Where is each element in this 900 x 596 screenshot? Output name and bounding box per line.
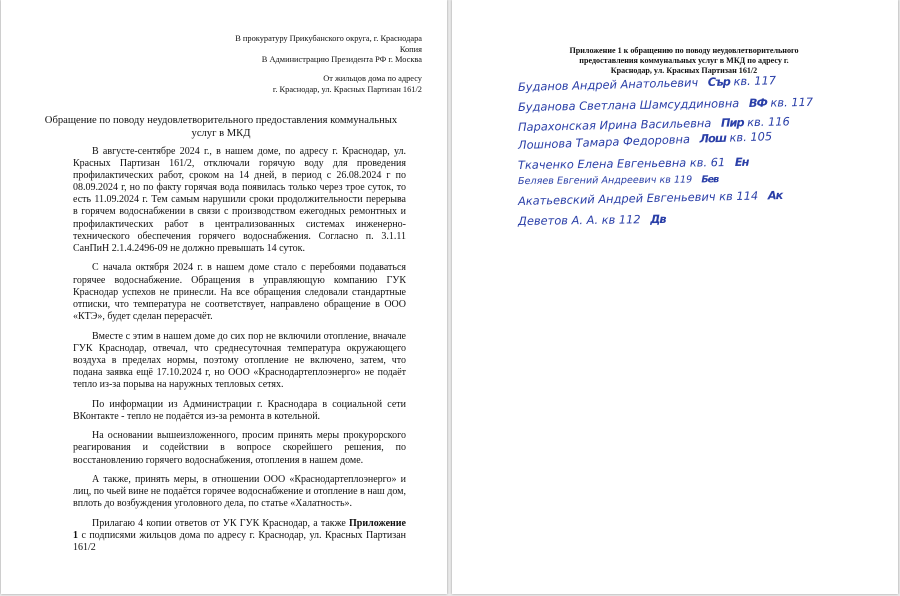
addressee-line: В Администрацию Президента РФ г. Москва <box>261 55 422 65</box>
signer-apartment: кв. 116 <box>747 114 790 130</box>
signer-apartment: кв 112 <box>601 212 641 227</box>
signature-mark: Лош <box>699 130 727 146</box>
letter-page <box>1 0 447 594</box>
sender-line: г. Краснодар, ул. Красных Партизан 161/2 <box>272 84 422 94</box>
signer-apartment: кв. 61 <box>689 155 726 170</box>
addressee-line: Копия <box>399 44 422 54</box>
signer-name: Ткаченко Елена Евгеньевна <box>517 155 687 172</box>
signature-mark: ВФ <box>748 95 767 110</box>
signer-name: Лошнова Тамара Федоровна <box>517 132 691 152</box>
signature-mark: Бев <box>701 174 719 186</box>
signature-mark: Пир <box>720 115 744 130</box>
letter-title-line: Обращение по поводу неудовлетворительного предоставления коммунальных <box>44 115 398 126</box>
paragraph: Вместе с этим в нашем доме до сих пор не включили отопление, вначале ГУК Краснодар, отвечал, что среднесуточная температура окружающего воздуха в пределах нормы, поэтому отопление не включено, затем, что подана заявка ещё 17.10.2024 г, но ООО «Краснодартеплоэнерго» не подаёт тепло из-за порыва на наружных тепловых сетях. <box>73 330 406 390</box>
closing-paragraph <box>73 518 406 554</box>
paragraph: В августе-сентябре 2024 г., в нашем доме, по адресу г. Краснодар, ул. Красных Партизан 161/2, отключали горячую воду для проведения профилактических работ, сроком на 14 дней, в период с 26.08.2024 г по 08.09.2024 г, но по факту горячая вода появилась только через трое суток, то есть 11.09.2024 г. Тем самым нарушили сроки продолжительности перерыва в горячем водоснабжении в связи с производством ежегодных ремонтных и профилактических работ в централизованных системах инженерно-технического обеспечения горячего водоснабжения. Согласно п. 3.1.11 СанПиН 2.1.4.2496-09 не должно превышать 14 суток. <box>73 146 406 254</box>
signature-mark: Ак <box>767 188 783 203</box>
letter-body <box>73 146 406 562</box>
signer-name: Деветов А. А. <box>517 212 599 228</box>
signer-apartment: кв. 105 <box>729 129 773 145</box>
signer-apartment: кв 119 <box>659 174 693 186</box>
appendix-page <box>452 0 898 594</box>
paragraph: А также, принять меры, в отношении ООО «Краснодартеплоэнерго» и лиц, по чьей вине не подаётся горячее водоснабжение и отопление в наш дом, вплоть до возбуждения уголовного дела, по статье «Халатность». <box>73 474 406 510</box>
sender-line: От жильцов дома по адресу <box>323 74 422 83</box>
signature-mark: Ен <box>734 154 749 169</box>
signature-row <box>518 174 718 187</box>
signature-row <box>518 73 776 94</box>
sender-block <box>273 74 422 95</box>
signer-apartment: кв 114 <box>719 188 759 204</box>
signature-row <box>518 155 749 172</box>
signer-name: Парахонская Ирина Васильевна <box>517 115 712 134</box>
signer-apartment: кв. 117 <box>770 94 814 110</box>
closing-text: с подписями жильцов дома по адресу г. Краснодар, ул. Красных Партизан 161/2 <box>73 530 406 554</box>
signer-name: Беляев Евгений Андреевич <box>517 174 657 187</box>
paragraph: С начала октября 2024 г. в нашем доме стало с перебоями подаваться горячее водоснабжение. Обращения в управляющую компанию ГУК Краснодар успехов не принесли. На все обращения следовали стандартные отписки, что температура не соответствует, направлено обращение в ООО «КТЭ», будет сделан перерасчёт. <box>73 262 406 322</box>
signature-mark: Сър <box>707 74 731 90</box>
addressee-line: В прокуратуру Прикубанского округа, г. Краснодара <box>235 34 422 43</box>
letter-title <box>41 114 401 141</box>
signer-name: Акатьевский Андрей Евгеньевич <box>517 189 716 208</box>
appendix-reference: Приложение 1 <box>73 518 406 542</box>
letter-title-line: услуг в МКД <box>191 128 251 140</box>
signer-name: Буданова Светлана Шамсуддиновна <box>517 96 740 114</box>
signer-name: Буданов Андрей Анатольевич <box>517 75 699 94</box>
addressee-block <box>235 34 422 66</box>
signer-apartment: кв. 117 <box>733 73 777 89</box>
paragraph: На основании вышеизложенного, просим принять меры прокурорского реагирования и содействии в вопросе скорейшего решения, по восстановлению горячего водоснабжения, отопления в нашем доме. <box>73 430 406 466</box>
paragraph: По информации из Администрации г. Краснодара в социальной сети ВКонтакте - тепло не подаётся из-за ремонта в котельной. <box>73 398 406 422</box>
signature-row <box>518 188 783 208</box>
signature-mark: Дв <box>650 211 666 227</box>
signature-row <box>518 95 813 114</box>
appendix-heading: Приложение 1 к обращению по поводу неудовлетворительного предоставления коммунальных услуг в МКД по адресу г. Краснодар, ул. Красных Партизан 161/2 <box>569 46 799 76</box>
closing-text: Прилагаю 4 копии ответов от УК ГУК Краснодар, а также <box>92 518 350 530</box>
signature-row <box>518 212 666 228</box>
